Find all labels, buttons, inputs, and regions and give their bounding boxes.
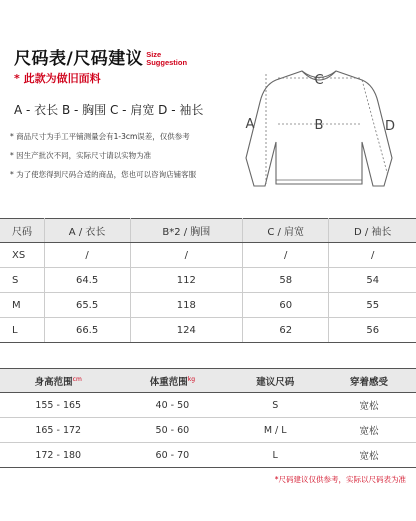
cell: 66.5 — [44, 318, 130, 343]
table-row — [0, 443, 416, 468]
cell: / — [329, 243, 416, 268]
cell: 62 — [242, 318, 329, 343]
table-row — [0, 393, 416, 418]
label-b: B — [314, 118, 324, 133]
label-c: C — [314, 73, 324, 88]
label-a: A — [245, 117, 255, 132]
cell: / — [44, 243, 130, 268]
cell: 56 — [329, 318, 416, 343]
note-2: * 因生产批次不同，实际尺寸请以实物为准 — [10, 151, 152, 160]
cell: 165 - 172 — [0, 418, 116, 443]
cell: S — [228, 393, 322, 418]
col-fit: 穿着感受 — [322, 369, 416, 393]
height-unit: cm — [72, 375, 82, 383]
cell: 64.5 — [44, 268, 130, 293]
cell: 55 — [329, 293, 416, 318]
col-weight-label: 体重范围 — [149, 376, 188, 388]
note-1: * 商品尺寸为手工平铺测量会有1-3cm误差，仅供参考 — [10, 132, 190, 141]
cell: 155 - 165 — [0, 393, 116, 418]
table-row — [0, 318, 416, 343]
cell: XS — [0, 243, 44, 268]
cell: 112 — [130, 268, 242, 293]
cell: 宽松 — [322, 443, 416, 468]
page-title: 尺码表/尺码建议 — [14, 49, 144, 69]
weight-unit: kg — [187, 375, 196, 383]
cell: M — [0, 293, 44, 318]
cell: 60 — [242, 293, 329, 318]
table-row — [0, 243, 416, 268]
col-d: D / 袖长 — [329, 219, 416, 243]
fit-table-header — [0, 369, 416, 393]
cell: 58 — [242, 268, 329, 293]
cell: 50 - 60 — [116, 418, 228, 443]
cell: L — [0, 318, 44, 343]
cell: 124 — [130, 318, 242, 343]
note-3: * 为了使您得到尺码合适的商品，您也可以咨询店铺客服 — [10, 170, 197, 179]
cell: / — [242, 243, 329, 268]
cell: 40 - 50 — [116, 393, 228, 418]
fabric-note: * 此款为做旧面料 — [14, 72, 101, 85]
cell: L — [228, 443, 322, 468]
size-table — [0, 218, 416, 343]
measure-lines — [266, 74, 388, 184]
title-en — [146, 51, 187, 69]
cell: S — [0, 268, 44, 293]
col-height — [0, 369, 116, 393]
size-table-header — [0, 219, 416, 243]
title-en-line1: Size — [146, 50, 162, 59]
cell: 宽松 — [322, 418, 416, 443]
title-block — [14, 44, 187, 69]
measurement-legend: A - 衣长 B - 胸围 C - 肩宽 D - 袖长 — [14, 103, 204, 117]
col-b: B*2 / 胸围 — [130, 219, 242, 243]
cell: 54 — [329, 268, 416, 293]
title-en-line2: Suggestion — [146, 58, 188, 67]
cell: 宽松 — [322, 393, 416, 418]
table-row — [0, 418, 416, 443]
fit-table — [0, 368, 416, 468]
footer-note: *尺码建议仅供参考，实际以尺码表为准 — [274, 475, 406, 484]
cell: 65.5 — [44, 293, 130, 318]
table-row — [0, 293, 416, 318]
col-weight — [116, 369, 228, 393]
cell: / — [130, 243, 242, 268]
col-a: A / 衣长 — [44, 219, 130, 243]
cell: 118 — [130, 293, 242, 318]
col-height-label: 身高范围 — [34, 376, 73, 388]
sweater-diagram — [228, 62, 408, 192]
col-c: C / 肩宽 — [242, 219, 329, 243]
cell: 172 - 180 — [0, 443, 116, 468]
cell: M / L — [228, 418, 322, 443]
cell: 60 - 70 — [116, 443, 228, 468]
table-row — [0, 268, 416, 293]
label-d: D — [384, 119, 396, 134]
col-size: 尺码 — [0, 219, 44, 243]
col-suggested-size: 建议尺码 — [228, 369, 322, 393]
